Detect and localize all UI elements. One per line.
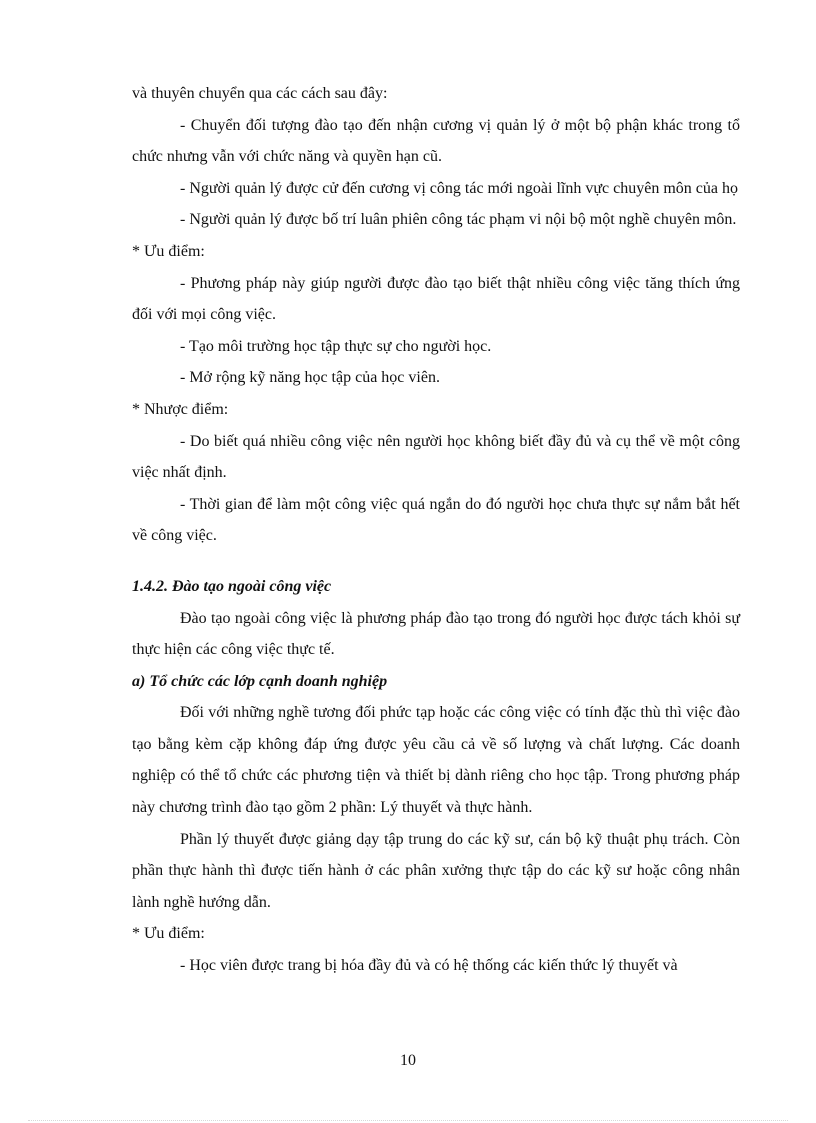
document-body: [132, 78, 740, 982]
bullet-item: - Mở rộng kỹ năng học tập của học viên.: [180, 369, 440, 387]
disadvantages-label: * Nhược điểm:: [132, 400, 229, 418]
bullet-item: - Người quản lý được cử đến cương vị công tác mới ngoài lĩnh vực chuyên môn của họ: [180, 179, 738, 197]
body-paragraph: Đối với những nghề tương đối phức tạp hoặc các công việc có tính đặc thù thì việc đào tạo bằng kèm cặp không đáp ứng được yêu cầu cả về số lượng và chất lượng. Các doanh nghiệp có thể tổ chức các phương tiện và thiết bị dành riêng cho học tập. Trong phương pháp này chương trình đào tạo gồm 2 phần: Lý thuyết và thực hành.: [132, 704, 740, 817]
advantages-label: * Ưu điểm:: [132, 925, 205, 943]
page-bottom-divider: [28, 1120, 788, 1121]
bullet-item: - Người quản lý được bố trí luân phiên công tác phạm vi nội bộ một nghề chuyên môn.: [180, 211, 737, 229]
paragraph-continuation: và thuyên chuyển qua các cách sau đây:: [132, 85, 388, 102]
bullet-item: - Do biết quá nhiều công việc nên người học không biết đầy đủ và cụ thể về một công việc nhất định.: [132, 432, 740, 482]
bullet-item: - Chuyển đối tượng đào tạo đến nhận cương vị quản lý ở một bộ phận khác trong tổ chức nhưng vẫn với chức năng và quyền hạn cũ.: [132, 116, 740, 166]
bullet-item: - Thời gian để làm một công việc quá ngắn do đó người học chưa thực sự nắm bắt hết về công việc.: [132, 495, 740, 545]
bullet-item: - Học viên được trang bị hóa đầy đủ và có hệ thống các kiến thức lý thuyết và: [180, 957, 678, 975]
body-paragraph: Phần lý thuyết được giảng dạy tập trung do các kỹ sư, cán bộ kỹ thuật phụ trách. Còn phần thực hành thì được tiến hành ở các phân xưởng thực tập do các kỹ sư hoặc công nhân lành nghề hướng dẫn.: [132, 830, 740, 911]
bullet-item: - Tạo môi trường học tập thực sự cho người học.: [180, 337, 492, 355]
subsection-heading: a) Tổ chức các lớp cạnh doanh nghiệp: [132, 672, 388, 690]
advantages-label: * Ưu điểm:: [132, 242, 205, 260]
section-heading: 1.4.2. Đào tạo ngoài công việc: [132, 577, 332, 595]
page-number: 10: [400, 1052, 416, 1069]
body-paragraph: Đào tạo ngoài công việc là phương pháp đào tạo trong đó người học được tách khỏi sự thực hiện các công việc thực tế.: [132, 609, 740, 659]
bullet-item: - Phương pháp này giúp người được đào tạo biết thật nhiều công việc tăng thích ứng đối với mọi công việc.: [132, 274, 740, 324]
